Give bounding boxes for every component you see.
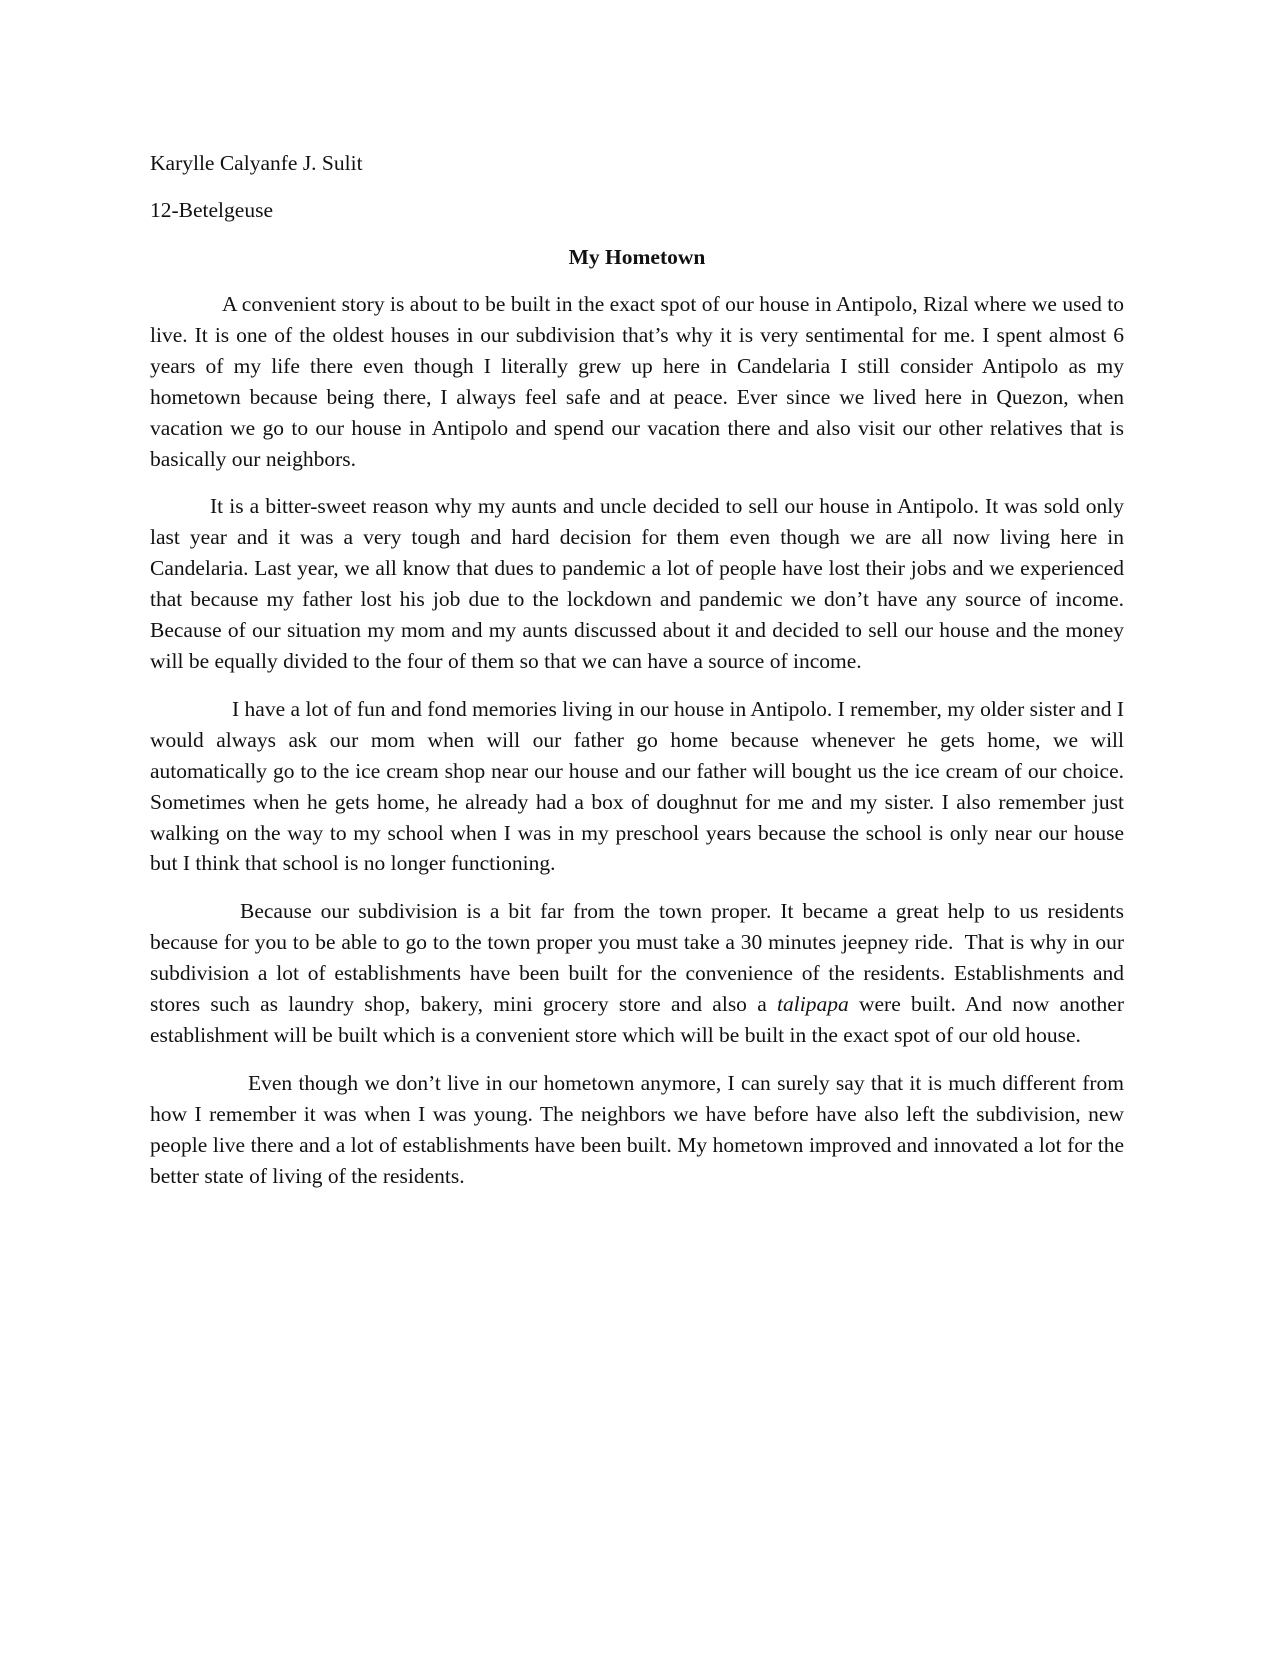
paragraph-4-text-start: Because our subdivision is a bit far from the town proper. It became a great help to us residents because for you to be able to go to the town proper you must take a 30 minutes jeepney ride. That is why in our subdivision a lot of establishments have been built for the convenience of the residents. Establishments and stores such as laundry shop, bakery, mini grocery store and also a	[150, 899, 1130, 1017]
author-name: Karylle Calyanfe J. Sulit	[150, 151, 363, 175]
paragraph-1: A convenient story is about to be built in the exact spot of our house in Antipolo, Rizal where we used to live. It is one of the oldest houses in our subdivision that’s why it is very sentimental for me. I spent almost 6 years of my life there even though I literally grew up here in Candelaria I still consider Antipolo as my hometown because being there, I always feel safe and at peace. Ever since we lived here in Quezon, when vacation we go to our house in Antipolo and spend our vacation there and also visit our other relatives that is basically our neighbors.	[150, 292, 1130, 471]
paragraph-2: It is a bitter-sweet reason why my aunts and uncle decided to sell our house in Antipolo. It was sold only last year and it was a very tough and hard decision for them even though we are all now living here in Candelaria. Last year, we all know that dues to pandemic a lot of people have lost their jobs and we experienced that because my father lost his job due to the lockdown and pandemic we don’t have any source of income. Because of our situation my mom and my aunts discussed about it and decided to sell our house and the money will be equally divided to the four of them so that we can have a source of income.	[150, 494, 1130, 673]
document-title: My Hometown	[568, 245, 706, 269]
document-page	[150, 148, 1130, 1208]
paragraph-3: I have a lot of fun and fond memories living in our house in Antipolo. I remember, my older sister and I would always ask our mom when will our father go home because whenever he gets home, we will automatically go to the ice cream shop near our house and our father will bought us the ice cream of our choice. Sometimes when he gets home, he already had a box of doughnut for me and my sister. I also remember just walking on the way to my school when I was in my preschool years because the school is only near our house but I think that school is no longer functioning.	[150, 696, 1130, 876]
paragraph-5: Even though we don’t live in our hometown anymore, I can surely say that it is much different from how I remember it was when I was young. The neighbors we have before have also left the subdivision, new people live there and a lot of establishments have been built. My hometown improved and innovated a lot for the better state of living of the residents.	[150, 1070, 1130, 1188]
italic-term: talipapa	[777, 992, 849, 1017]
paragraph-4-text-end: were built. And now another establishment will be built which is a convenient store which will be built in the exact spot of our old house.	[150, 992, 1130, 1047]
class-section: 12-Betelgeuse	[150, 198, 273, 222]
paragraph-4	[150, 896, 1130, 1051]
